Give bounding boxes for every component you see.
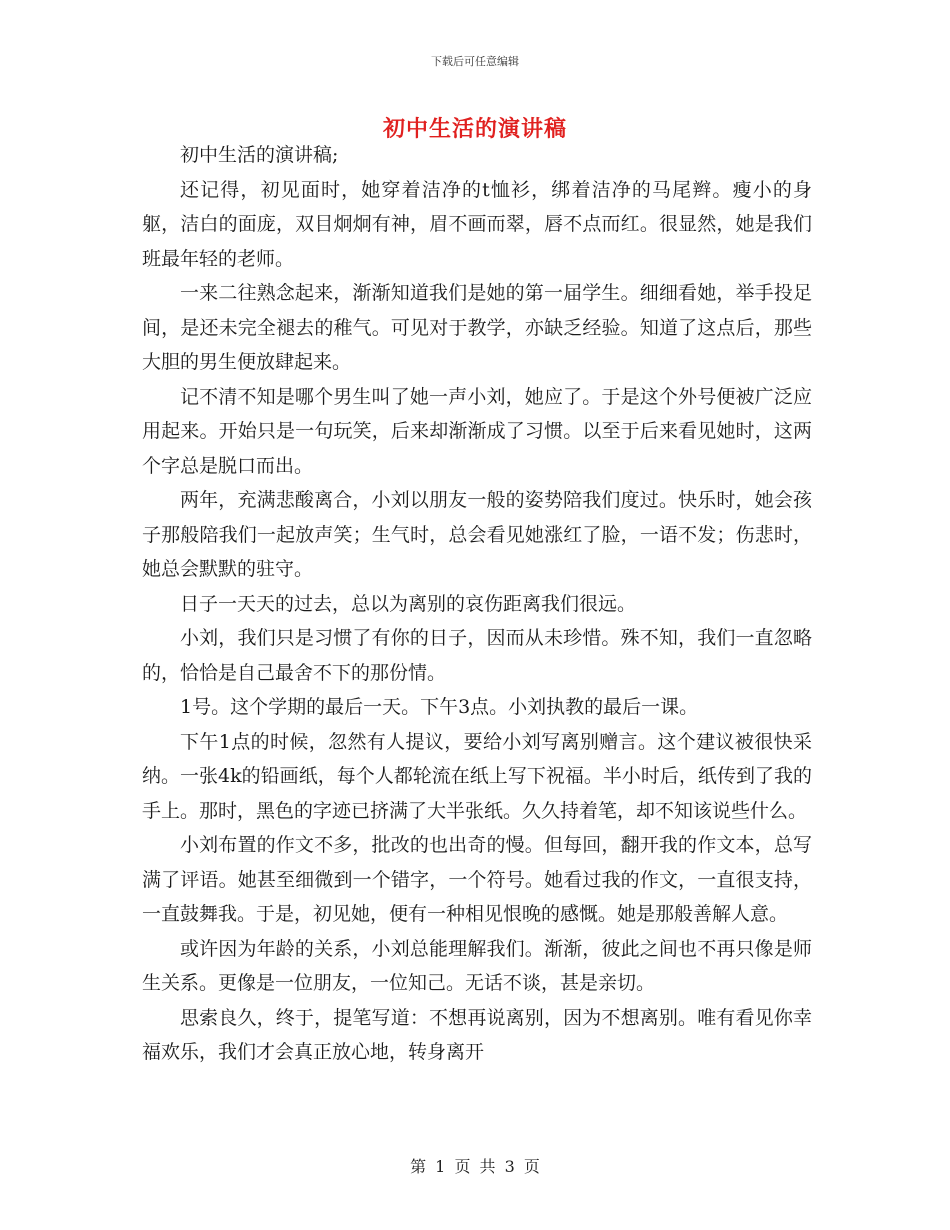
paragraph: 初中生活的演讲稿; xyxy=(180,144,339,166)
paragraph: 一来二往熟念起来，渐渐知道我们是她的第一届学生。细细看她，举手投足间，是还未完全褪去的稚气。可见对于教学，亦缺乏经验。知道了这点后，那些大胆的男生便放肆起来。 xyxy=(142,282,812,373)
paragraph: 1号。这个学期的最后一天。下午3点。小刘执教的最后一课。 xyxy=(180,696,699,718)
paragraph: 两年，充满悲酸离合，小刘以朋友一般的姿势陪我们度过。快乐时，她会孩子那般陪我们一起放声笑；生气时，总会看见她涨红了脸，一语不发；伤悲时，她总会默默的驻守。 xyxy=(142,489,812,580)
page-footer: 第 1 页 共 3 页 xyxy=(410,1157,540,1176)
document-body xyxy=(142,138,812,1070)
paragraph: 小刘，我们只是习惯了有你的日子，因而从未珍惜。殊不知，我们一直忽略的，恰恰是自己最舍不下的那份情。 xyxy=(142,627,812,684)
paragraph: 或许因为年龄的关系，小刘总能理解我们。渐渐，彼此之间也不再只像是师生关系。更像是一位朋友，一位知己。无话不谈，甚是亲切。 xyxy=(142,937,812,994)
paragraph: 小刘布置的作文不多，批改的也出奇的慢。但每回，翻开我的作文本，总写满了评语。她甚至细微到一个错字，一个符号。她看过我的作文，一直很支持，一直鼓舞我。于是，初见她，便有一种相见恨晚的感慨。她是那般善解人意。 xyxy=(142,834,812,925)
paragraph: 思索良久，终于，提笔写道：不想再说离别，因为不想离别。唯有看见你幸福欢乐，我们才会真正放心地，转身离开 xyxy=(142,1006,812,1063)
paragraph: 还记得，初见面时，她穿着洁净的t恤衫，绑着洁净的马尾辫。瘦小的身躯，洁白的面庞，双目炯炯有神，眉不画而翠，唇不点而红。很显然，她是我们班最年轻的老师。 xyxy=(142,178,812,270)
paragraph: 记不清不知是哪个男生叫了她一声小刘，她应了。于是这个外号便被广泛应用起来。开始只是一句玩笑，后来却渐渐成了习惯。以至于后来看见她时，这两个字总是脱口而出。 xyxy=(142,385,812,477)
paragraph: 下午1点的时候，忽然有人提议，要给小刘写离别赠言。这个建议被很快采纳。一张4k的铅画纸，每个人都轮流在纸上写下祝福。半小时后，纸传到了我的手上。那时，黑色的字迹已挤满了大半张纸。久久持着笔，却不知该说些什么。 xyxy=(142,730,812,822)
document-title: 初中生活的演讲稿 xyxy=(382,116,567,142)
paragraph: 日子一天天的过去，总以为离别的哀伤距离我们很远。 xyxy=(180,592,637,615)
header-note: 下载后可任意编辑 xyxy=(431,55,519,68)
